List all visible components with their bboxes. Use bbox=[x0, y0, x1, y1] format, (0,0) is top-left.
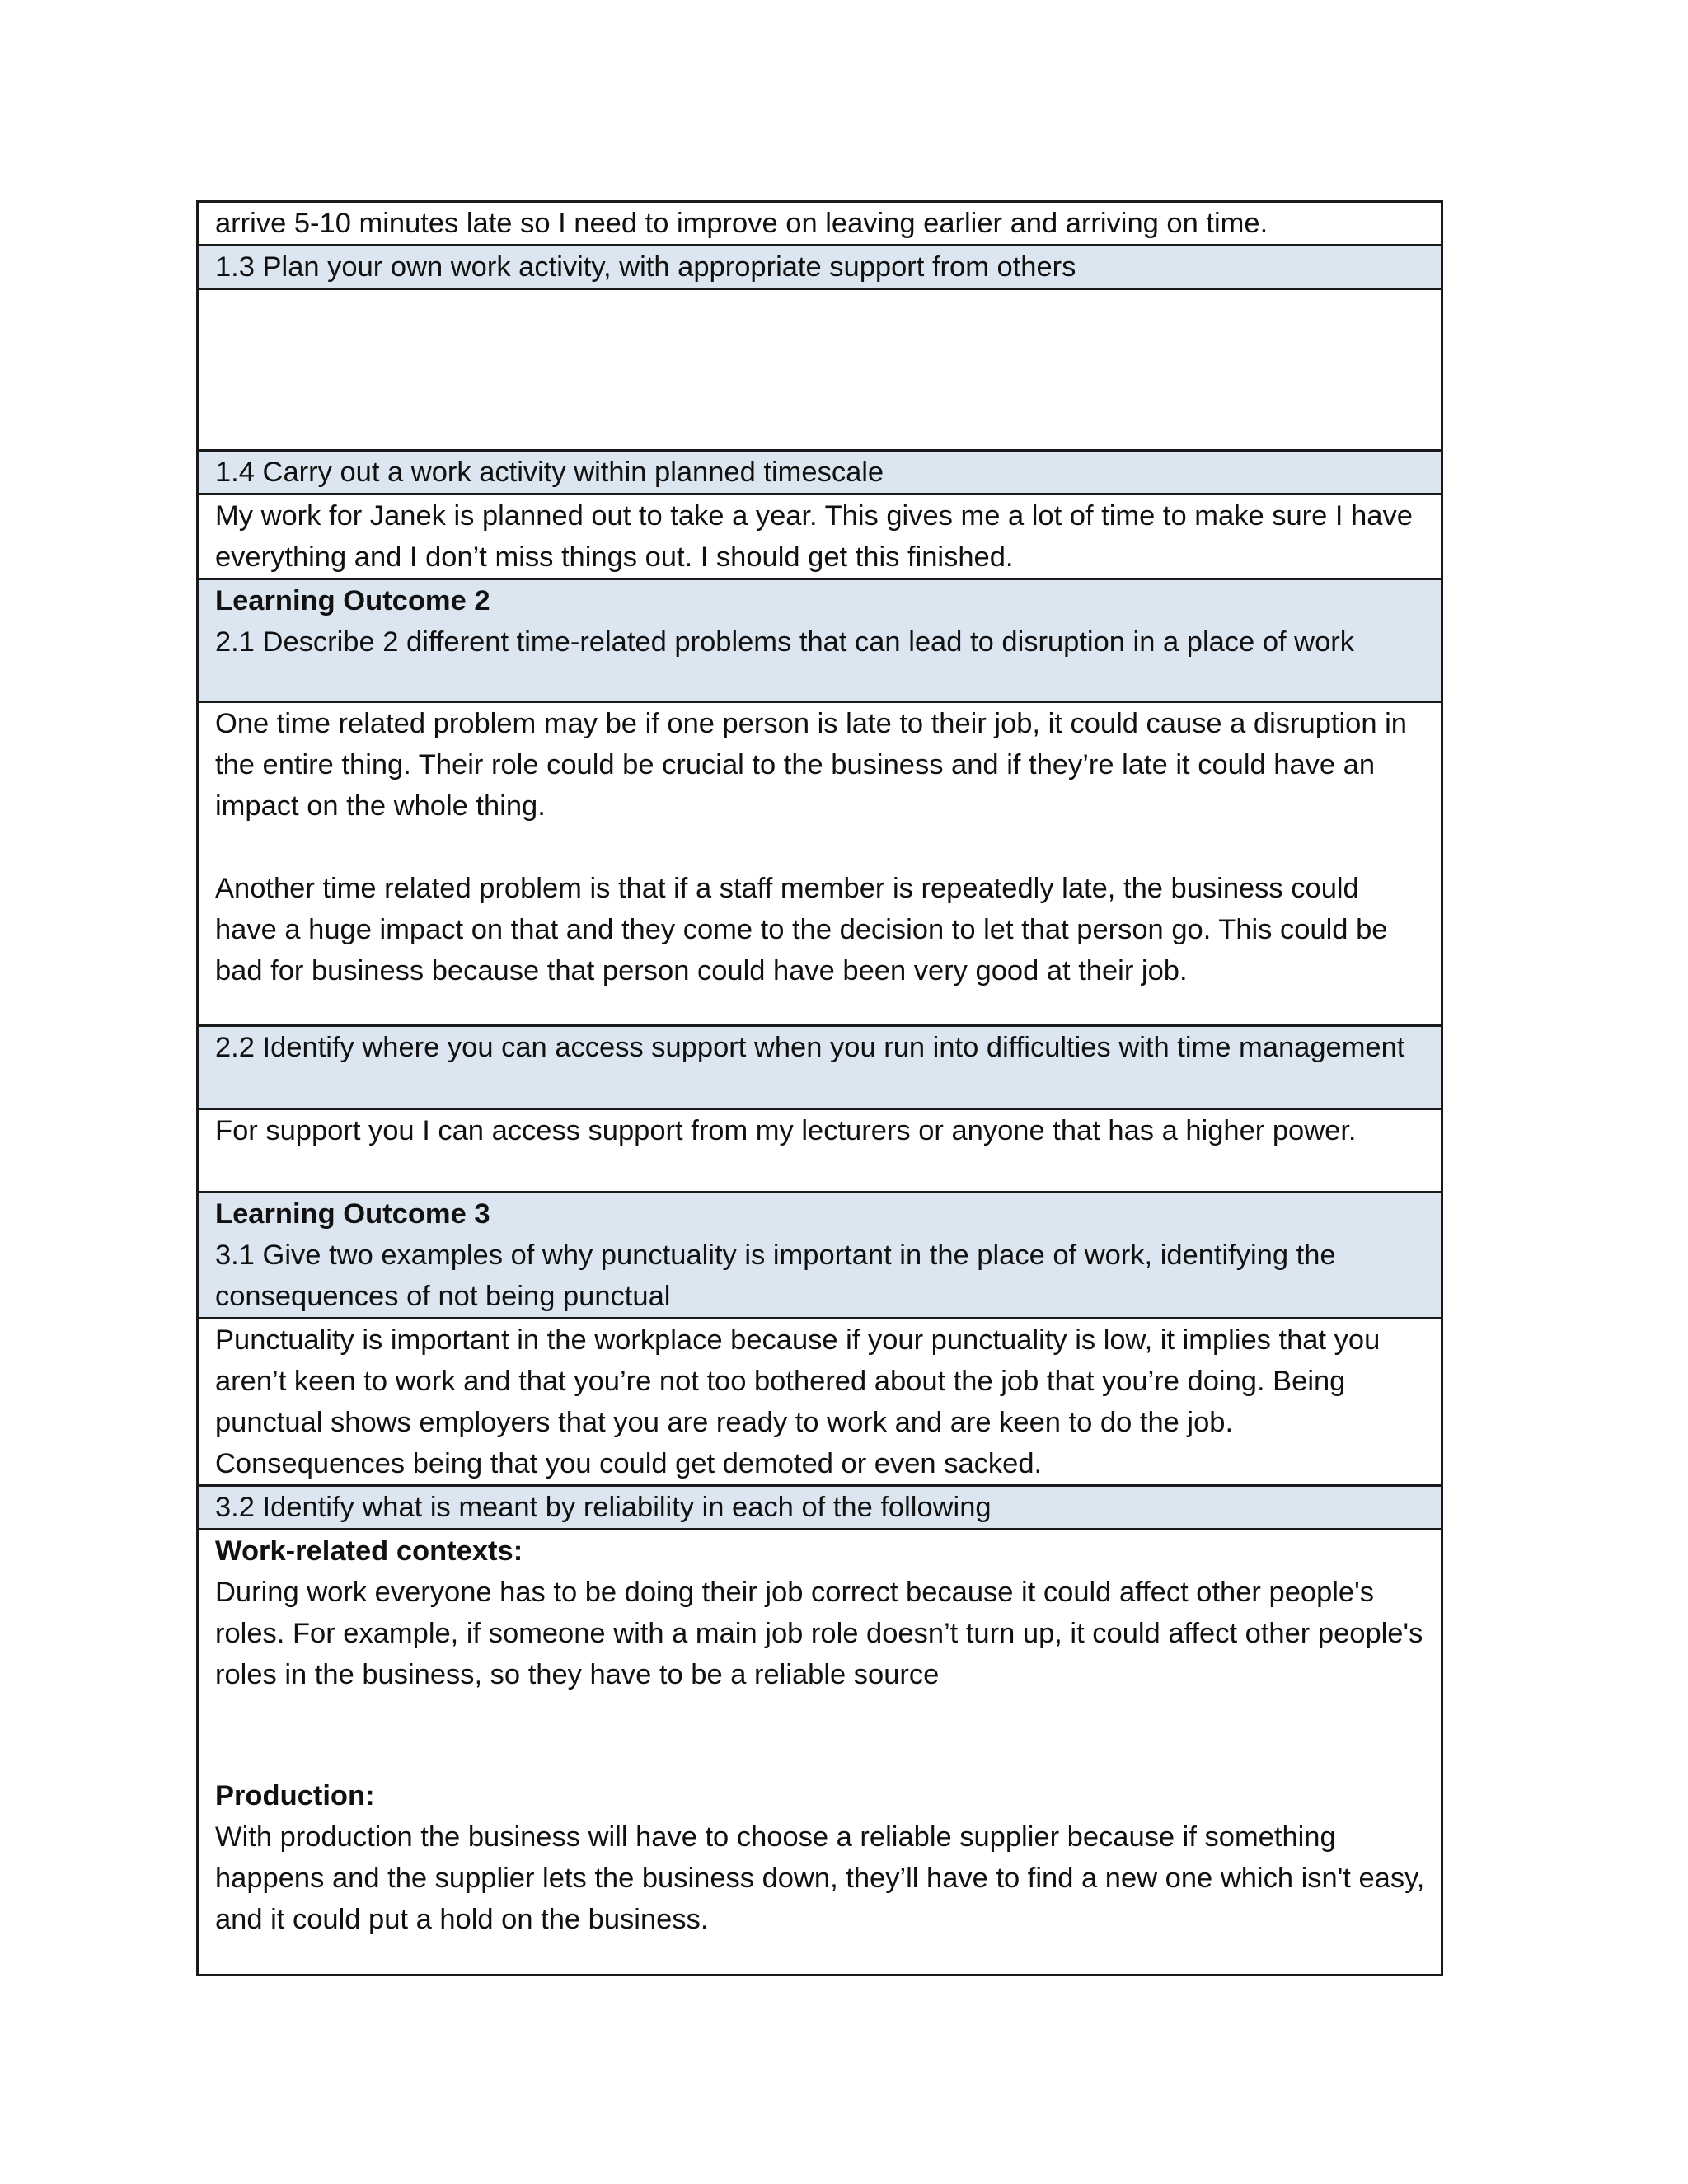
answer-text: With production the business will have to choose a reliable supplier because if something happens and the supplier lets the business down, they’ll have to find a new one which isn't easy, and it could put a hold on the business. bbox=[215, 1821, 1425, 1935]
answer-text: Punctuality is important in the workplace because if your punctuality is low, it implies that you aren’t keen to work and that you’re not too bothered about the job that you’re doing. Being punctual shows employers that you are ready to work and are keen to do the job. Consequences being that you could get demoted or even sacked. bbox=[215, 1324, 1381, 1479]
context-heading-production: Production: bbox=[215, 1780, 375, 1811]
question-cell bbox=[198, 1193, 1442, 1319]
table-row bbox=[198, 289, 1442, 451]
answer-text: One time related problem may be if one person is late to their job, it could cause a disruption in the entire thing. Their role could be crucial to the business and if they’re late it could have an impact on the whole thing. bbox=[215, 708, 1407, 822]
answer-cell bbox=[198, 1319, 1442, 1486]
question-cell bbox=[198, 246, 1442, 289]
question-text-2-2: 2.2 Identify where you can access support when you run into difficulties with time management bbox=[215, 1032, 1405, 1063]
table-row bbox=[198, 702, 1442, 1026]
table-row bbox=[198, 1319, 1442, 1486]
table-row bbox=[198, 1530, 1442, 1975]
question-text-3-1: 3.1 Give two examples of why punctuality is important in the place of work, identifying the consequences of not being punctual bbox=[215, 1240, 1336, 1312]
answer-text: My work for Janek is planned out to take a year. This gives me a lot of time to make sure I have everything and I don’t miss things out. I should get this finished. bbox=[215, 500, 1413, 573]
answer-text: Another time related problem is that if a staff member is repeatedly late, the business could have a huge impact on that and they come to the decision to let that person go. This could be bad for business because that person could have been very good at their job. bbox=[215, 873, 1388, 987]
answer-cell bbox=[198, 1530, 1442, 1975]
paragraph-gap bbox=[215, 1695, 1426, 1775]
question-text-3-2: 3.2 Identify what is meant by reliability in each of the following bbox=[215, 1492, 992, 1523]
table-row bbox=[198, 1486, 1442, 1530]
table-row bbox=[198, 1026, 1442, 1109]
question-cell bbox=[198, 451, 1442, 494]
table-row bbox=[198, 1109, 1442, 1193]
question-text-1-3: 1.3 Plan your own work activity, with appropriate support from others bbox=[215, 251, 1076, 283]
answer-cell bbox=[198, 702, 1442, 1026]
answer-text: For support you I can access support from my lecturers or anyone that has a higher power. bbox=[215, 1115, 1357, 1146]
table-row bbox=[198, 202, 1442, 246]
question-cell bbox=[198, 1026, 1442, 1109]
answer-cell-empty bbox=[198, 289, 1442, 451]
answer-text: arrive 5-10 minutes late so I need to improve on leaving earlier and arriving on time. bbox=[215, 208, 1268, 239]
table-row bbox=[198, 246, 1442, 289]
learning-outcome-heading: Learning Outcome 3 bbox=[215, 1198, 490, 1230]
answer-cell bbox=[198, 494, 1442, 579]
answer-cell bbox=[198, 1109, 1442, 1193]
paragraph-gap bbox=[215, 827, 1426, 868]
question-text-1-4: 1.4 Carry out a work activity within planned timescale bbox=[215, 457, 884, 488]
table-row bbox=[198, 1193, 1442, 1319]
table-row bbox=[198, 579, 1442, 702]
learning-outcome-heading: Learning Outcome 2 bbox=[215, 585, 490, 616]
context-heading-work: Work-related contexts: bbox=[215, 1535, 523, 1567]
question-text-2-1: 2.1 Describe 2 different time-related problems that can lead to disruption in a place of work bbox=[215, 626, 1355, 658]
question-cell bbox=[198, 1486, 1442, 1530]
table-row bbox=[198, 451, 1442, 494]
answer-text: During work everyone has to be doing their job correct because it could affect other people's roles. For example, if someone with a main job role doesn’t turn up, it could affect other people's roles in the business, so they have to be a reliable source bbox=[215, 1577, 1423, 1690]
assessment-table bbox=[196, 200, 1443, 1976]
table-row bbox=[198, 494, 1442, 579]
answer-cell bbox=[198, 202, 1442, 246]
question-cell bbox=[198, 579, 1442, 702]
